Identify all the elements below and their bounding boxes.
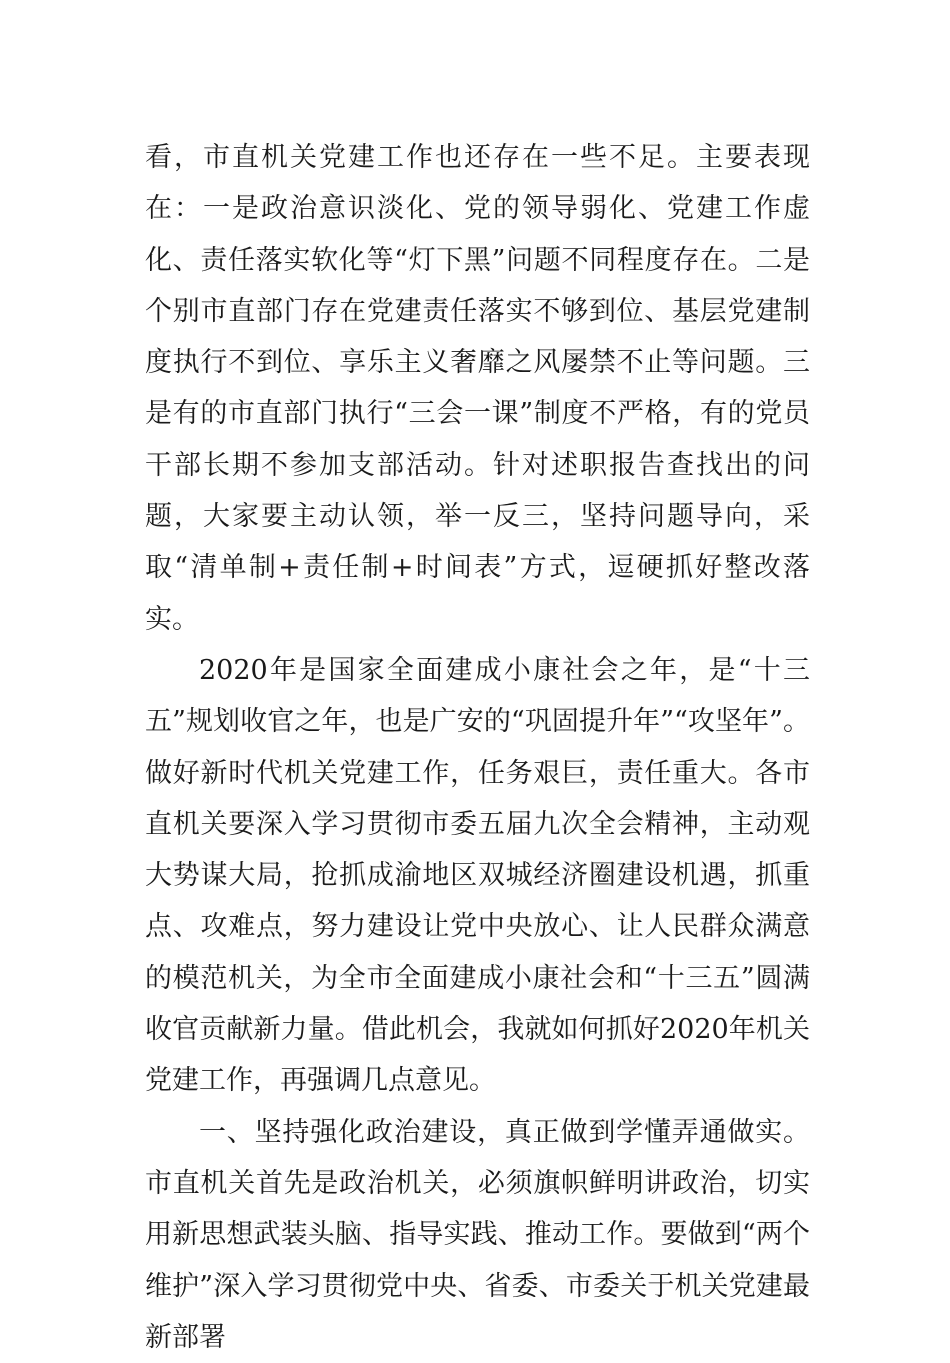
paragraph-1: 看，市直机关党建工作也还存在一些不足。主要表现在：一是政治意识淡化、党的领导弱化、党建工作虚化、责任落实软化等“灯下黑”问题不同程度存在。二是个别市直部门存在党建责任落实不够到位、基层党建制度执行不到位、享乐主义奢靡之风屡禁不止等问题。三是有的市直部门执行“三会一课”制度不严格，有的党员干部长期不参加支部活动。针对述职报告查找出的问题，大家要主动认领，举一反三，坚持问题导向，采取“清单制+责任制+时间表”方式，逗硬抓好整改落实。 [145,142,810,635]
document-body [145,132,810,1363]
paragraph-2: 2020年是国家全面建成小康社会之年，是“十三五”规划收官之年，也是广安的“巩固提升年”“攻坚年”。做好新时代机关党建工作，任务艰巨，责任重大。各市直机关要深入学习贯彻市委五届九次全会精神，主动观大势谋大局，抢抓成渝地区双城经济圈建设机遇，抓重点、攻难点，努力建设让党中央放心、让人民群众满意的模范机关，为全市全面建成小康社会和“十三五”圆满收官贡献新力量。借此机会，我就如何抓好2020年机关党建工作，再强调几点意见。 [145,654,810,1097]
paragraph-3: 一、坚持强化政治建设，真正做到学懂弄通做实。市直机关首先是政治机关，必须旗帜鲜明讲政治，切实用新思想武装头脑、指导实践、推动工作。要做到“两个维护”深入学习贯彻党中央、省委、市委关于机关党建最新部署 [145,1116,810,1353]
